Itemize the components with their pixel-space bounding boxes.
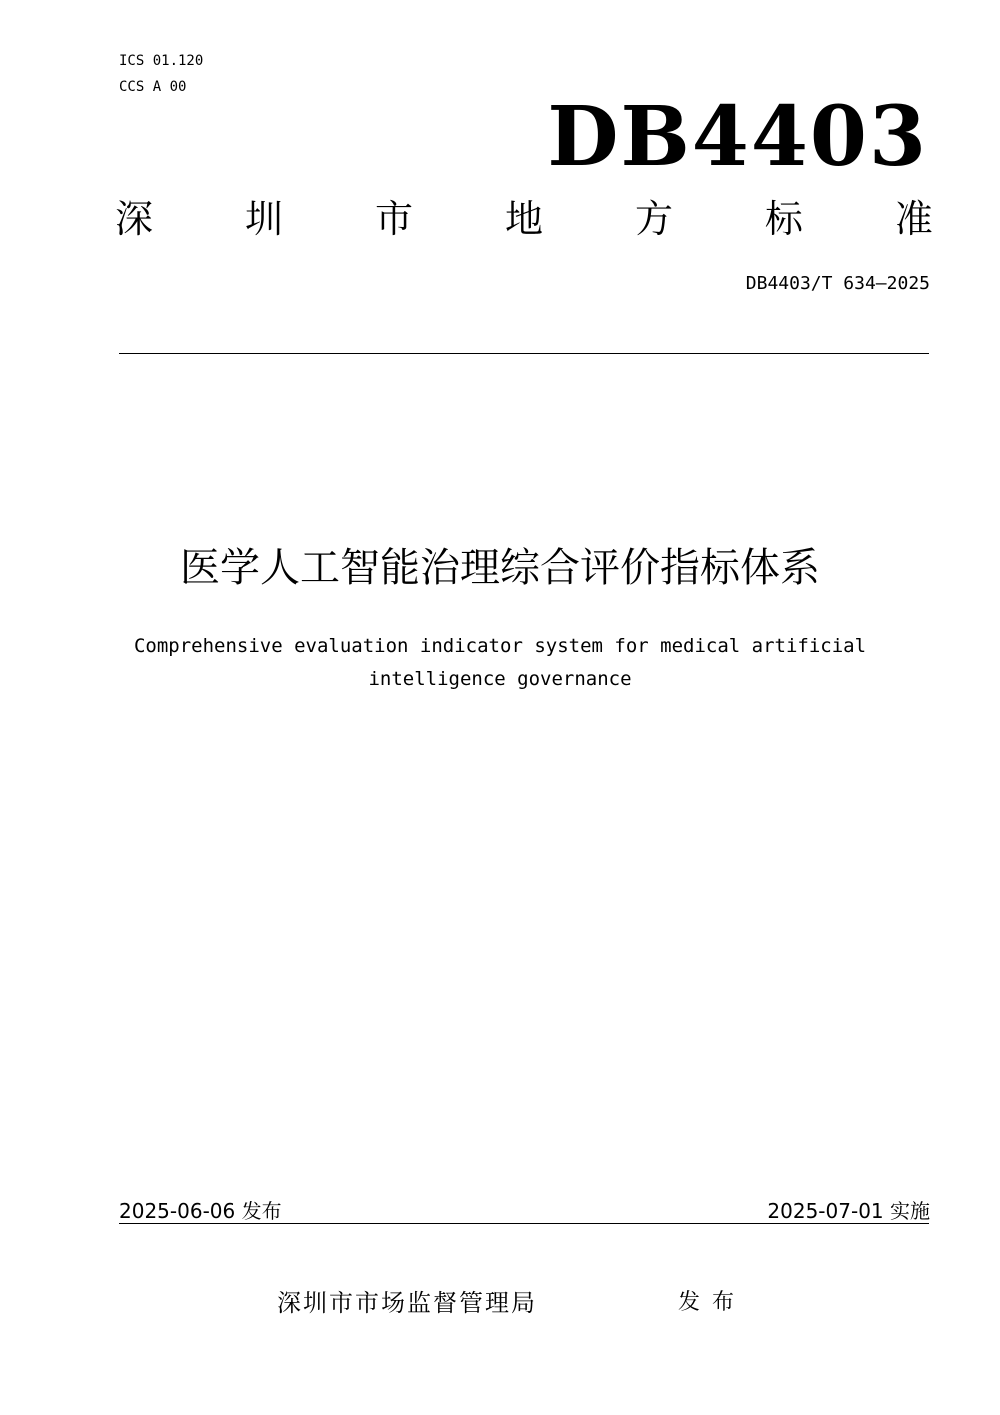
- implementation-date: 2025-07-01 实施: [767, 1199, 930, 1223]
- standard-type-char: 地: [504, 197, 543, 241]
- document-title-chinese: 医学人工智能治理综合评价指标体系: [180, 545, 820, 591]
- english-title-line: Comprehensive evaluation indicator system for medical artificial: [133, 635, 867, 657]
- standard-type-char: 准: [894, 197, 933, 241]
- english-title-line: intelligence governance: [368, 668, 632, 690]
- ics-code: ICS 01.120: [119, 53, 204, 69]
- ccs-code: CCS A 00: [119, 79, 187, 95]
- standard-type-char: 方: [634, 197, 673, 241]
- standard-code-heading: DB4403: [547, 89, 928, 185]
- standard-type-char: 圳: [244, 197, 283, 241]
- issue-date: 2025-06-06 发布: [119, 1199, 282, 1223]
- publisher-name: 深圳市市场监督管理局: [277, 1289, 537, 1317]
- top-divider: [119, 353, 929, 354]
- standard-type-char: 深: [115, 197, 154, 241]
- standard-type-char: 标: [764, 197, 803, 241]
- bottom-divider: [119, 1223, 929, 1224]
- standard-number: DB4403/T 634—2025: [745, 273, 930, 294]
- document-title-english: [0, 630, 1000, 696]
- publish-label: 发布: [678, 1290, 747, 1315]
- standard-type-heading: [115, 194, 933, 244]
- standard-type-char: 市: [374, 197, 413, 241]
